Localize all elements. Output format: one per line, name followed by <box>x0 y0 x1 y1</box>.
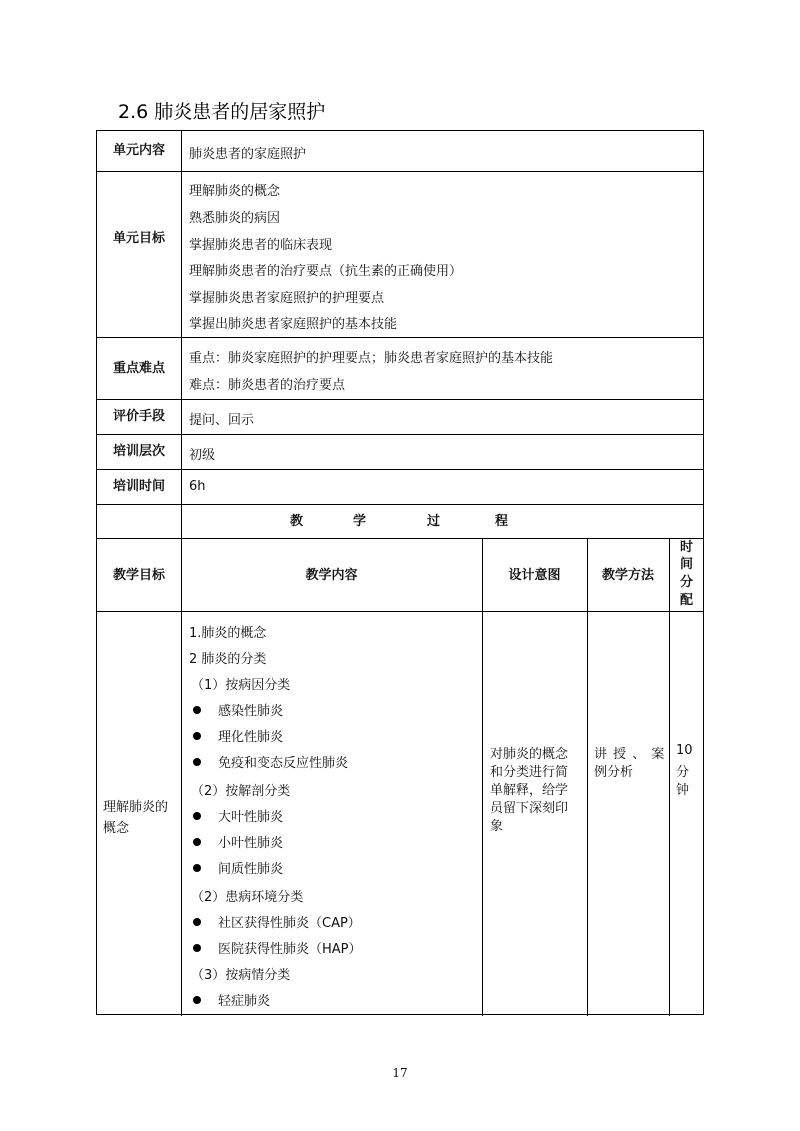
section-heading: 2.6 肺炎患者的居家照护 <box>118 101 326 123</box>
unit-goal-line: 掌握肺炎患者家庭照护的护理要点 <box>189 291 385 306</box>
content-bullet-item: 理化性肺炎 <box>218 730 284 745</box>
training-level-value: 初级 <box>189 448 216 463</box>
bullet-icon <box>193 758 201 766</box>
content-bullet-item: 感染性肺炎 <box>218 704 284 719</box>
lesson-plan-table <box>96 130 704 1015</box>
time-column-header-char: 间 <box>679 557 693 572</box>
evaluation-label: 评价手段 <box>112 409 165 424</box>
unit-content-value: 肺炎患者的家庭照护 <box>189 147 307 162</box>
column-divider <box>669 538 670 1016</box>
bullet-icon <box>193 812 201 820</box>
content-bullet-item: 社区获得性肺炎（CAP） <box>218 916 361 931</box>
column-divider <box>181 131 182 538</box>
time-column-header-char: 分 <box>679 575 693 590</box>
key-points-line: 难点：肺炎患者的治疗要点 <box>189 378 346 393</box>
content-bullet-item: 小叶性肺炎 <box>218 836 284 851</box>
method-column-header: 教学方法 <box>601 568 654 583</box>
teaching-goal-line: 理解肺炎的 <box>103 800 169 815</box>
column-divider <box>587 538 588 1016</box>
unit-goal-line: 掌握出肺炎患者家庭照护的基本技能 <box>189 317 398 332</box>
row-divider <box>97 469 703 470</box>
bullet-icon <box>193 706 201 714</box>
content-line: 1.肺炎的概念 <box>189 626 267 641</box>
teaching-method-line: 例分析 <box>594 765 634 780</box>
row-divider <box>97 538 703 539</box>
bullet-icon <box>193 918 201 926</box>
bullet-icon <box>193 944 201 952</box>
row-divider <box>97 611 703 612</box>
process-title-char: 程 <box>495 514 509 529</box>
evaluation-value: 提问、回示 <box>189 413 255 428</box>
bullet-icon <box>193 996 201 1004</box>
process-title-char: 学 <box>353 514 367 529</box>
goal-column-header: 教学目标 <box>112 568 165 583</box>
unit-content-label: 单元内容 <box>112 143 165 158</box>
training-time-label: 培训时间 <box>112 479 165 494</box>
time-allocation-line: 分 <box>676 765 690 780</box>
teaching-method-line: 讲 授 、 案 <box>594 747 666 762</box>
unit-goal-line: 掌握肺炎患者的临床表现 <box>189 238 333 253</box>
page-number: 17 <box>392 1066 408 1080</box>
key-points-label: 重点难点 <box>112 361 165 376</box>
design-intent-line: 象 <box>490 819 504 834</box>
training-time-value: 6h <box>189 479 206 494</box>
key-points-line: 重点：肺炎家庭照护的护理要点；肺炎患者家庭照护的基本技能 <box>189 351 554 366</box>
row-divider <box>97 399 703 400</box>
unit-goal-line: 理解肺炎的概念 <box>189 184 281 199</box>
content-bullet-item: 大叶性肺炎 <box>218 810 284 825</box>
time-allocation-line: 钟 <box>676 783 690 798</box>
row-divider <box>97 434 703 435</box>
content-line: （1）按病因分类 <box>191 678 291 693</box>
design-intent-line: 员留下深刻印 <box>490 801 569 816</box>
time-column-header-char: 配 <box>679 593 693 608</box>
row-divider <box>97 171 703 172</box>
content-bullet-item: 间质性肺炎 <box>218 862 284 877</box>
design-intent-line: 和分类进行简 <box>490 765 569 780</box>
content-line: （2）按解剖分类 <box>191 784 291 799</box>
row-divider <box>97 337 703 338</box>
content-bullet-item: 医院获得性肺炎（HAP） <box>218 942 362 957</box>
time-allocation-line: 10 <box>676 743 693 758</box>
bullet-icon <box>193 864 201 872</box>
unit-goal-line: 熟悉肺炎的病因 <box>189 211 281 226</box>
content-column-header: 教学内容 <box>305 568 358 583</box>
unit-goal-line: 理解肺炎患者的治疗要点（抗生素的正确使用） <box>189 264 463 279</box>
process-title-char: 过 <box>427 514 441 529</box>
design-intent-line: 单解释，给学 <box>490 783 569 798</box>
training-level-label: 培训层次 <box>112 444 165 459</box>
content-line: （3）按病情分类 <box>191 968 291 983</box>
content-line: （2）患病环境分类 <box>191 890 304 905</box>
column-divider <box>181 538 182 1016</box>
unit-goal-label: 单元目标 <box>112 231 165 246</box>
content-bullet-item: 免疫和变态反应性肺炎 <box>218 756 349 771</box>
column-divider <box>482 538 483 1016</box>
content-bullet-item: 轻症肺炎 <box>218 994 271 1009</box>
design-intent-line: 对肺炎的概念 <box>490 747 569 762</box>
bullet-icon <box>193 732 201 740</box>
row-divider <box>97 504 703 505</box>
design-column-header: 设计意图 <box>508 568 561 583</box>
time-column-header-char: 时 <box>679 540 693 555</box>
process-title-char: 教 <box>290 514 304 529</box>
teaching-goal-line: 概念 <box>103 821 130 836</box>
bullet-icon <box>193 838 201 846</box>
content-line: 2 肺炎的分类 <box>189 652 267 667</box>
